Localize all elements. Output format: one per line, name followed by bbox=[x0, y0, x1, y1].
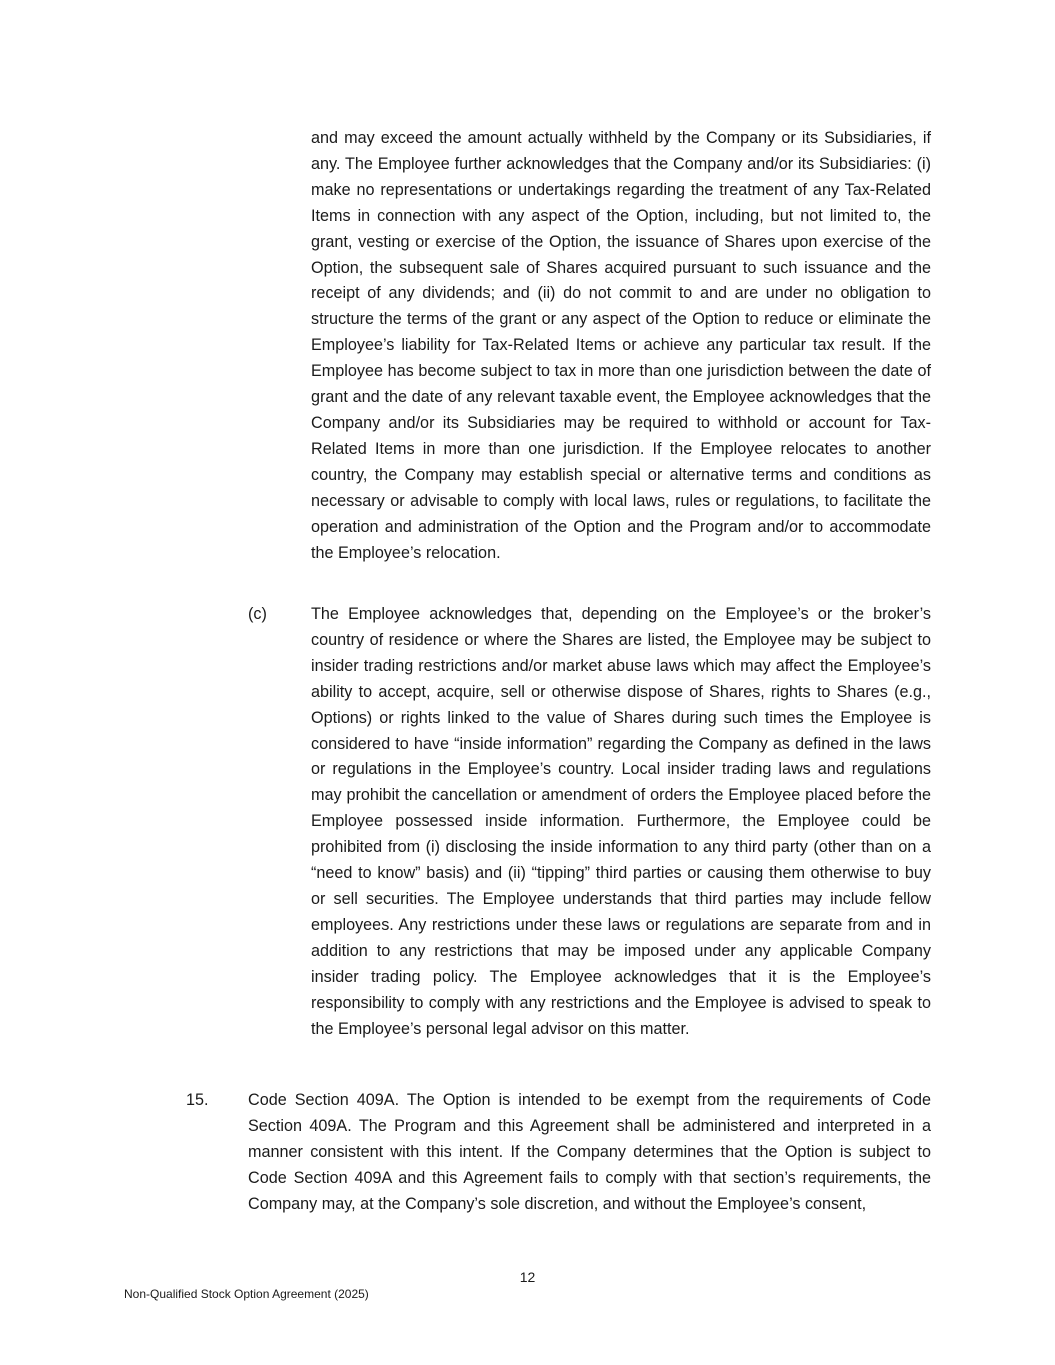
section-15-number: 15. bbox=[186, 1091, 209, 1109]
page-number: 12 bbox=[519, 1269, 536, 1285]
paragraph-b-continued: and may exceed the amount actually withheld by the Company or its Subsidiaries, if any. The Employee further acknowledges that the Company and/or its Subsidiaries: (i) make no representations or undertakings regarding the treatment of any Tax-Related Items in connection with any aspect of the Option, including, but not limited to, the grant, vesting or exercise of the Option, the issuance of Shares upon exercise of the Option, the subsequent sale of Shares acquired pursuant to such issuance and the receipt of any dividends; and (ii) do not commit to and are under no obligation to structure the terms of the grant or any aspect of the Option to reduce or eliminate the Employee’s liability for Tax-Related Items or achieve any particular tax result. If the Employee has become subject to tax in more than one jurisdiction between the date of grant and the date of any relevant taxable event, the Employee acknowledges that the Company and/or its Subsidiaries may be required to withhold or account for Tax-Related Items in more than one jurisdiction. If the Employee relocates to another country, the Company may establish special or alternative terms and conditions as necessary or advisable to comply with local laws, rules or regulations, to facilitate the operation and administration of the Option and the Program and/or to accommodate the Employee’s relocation. bbox=[311, 129, 931, 562]
section-15-text: Code Section 409A. The Option is intended to be exempt from the requirements of Code Section 409A. The Program and this Agreement shall be administered and interpreted in a manner consistent with this intent. If the Company determines that the Option is subject to Code Section 409A and this Agreement fails to comply with that section’s requirements, the Company may, at the Company’s sole discretion, and without the Employee’s consent, bbox=[248, 1091, 931, 1213]
paragraph-c-label: (c) bbox=[248, 605, 267, 623]
document-footer: Non-Qualified Stock Option Agreement (2025) bbox=[124, 1287, 369, 1301]
paragraph-c-text: The Employee acknowledges that, depending on the Employee’s or the broker’s country of residence or where the Shares are listed, the Employee may be subject to insider trading restrictions and/or market abuse laws which may affect the Employee’s ability to accept, acquire, sell or otherwise dispose of Shares, rights to Shares (e.g., Options) or rights linked to the value of Shares during such times the Employee is considered to have “inside information” regarding the Company as defined in the laws or regulations in the Employee’s country. Local insider trading laws and regulations may prohibit the cancellation or amendment of orders the Employee placed before the Employee possessed inside information. Furthermore, the Employee could be prohibited from (i) disclosing the inside information to any third party (other than on a “need to know” basis) and (ii) “tipping” third parties or causing them otherwise to buy or sell securities. The Employee understands that third parties may include fellow employees. Any restrictions under these laws or regulations are separate from and in addition to any restrictions that may be imposed under any applicable Company insider trading policy. The Employee acknowledges that it is the Employee’s responsibility to comply with any restrictions and the Employee is advised to speak to the Employee’s personal legal advisor on this matter. bbox=[311, 605, 931, 1038]
